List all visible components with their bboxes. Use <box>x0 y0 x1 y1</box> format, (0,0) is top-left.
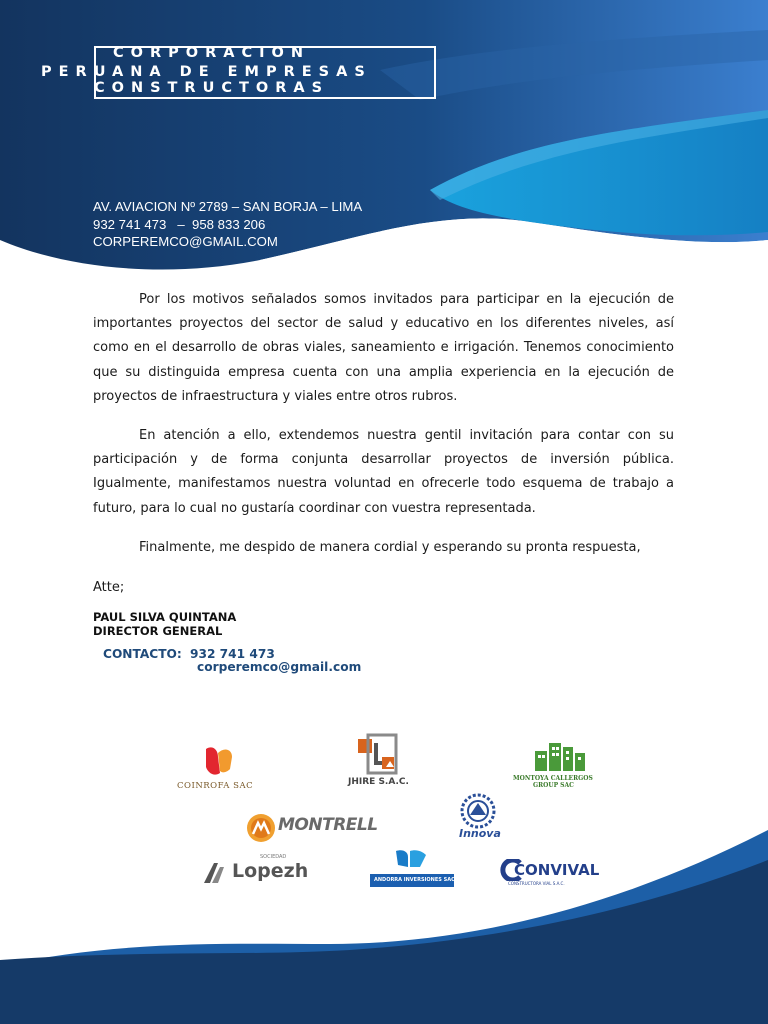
innova-caption: Innova <box>459 827 501 840</box>
lopezh-caption: Lopezh <box>232 860 309 882</box>
montrell-caption: MONTRELL <box>278 815 378 835</box>
convival-caption: CONVIVAL <box>514 861 600 879</box>
innova-logo <box>456 793 506 849</box>
montoya-caption-line2: GROUP SAC <box>533 782 574 789</box>
letter-closing: Atte; <box>93 580 125 595</box>
company-name-line-2: PERUANA DE EMPRESAS <box>41 64 372 80</box>
coinrofa-logo <box>177 743 264 798</box>
header-phones: 932 741 473 – 958 833 206 <box>93 216 266 232</box>
andorra-mark-icon <box>394 847 428 869</box>
innova-seal-icon <box>456 793 500 829</box>
letter-body <box>93 288 674 579</box>
contact-email: corperemco@gmail.com <box>197 660 362 674</box>
letter-paragraph-1: Por los motivos señalados somos invitados para participar en la ejecución de importantes proyectos del sector de salud y educativo en los diferentes niveles, así como en el desarrollo de obras viales, saneamiento e irrigación. Tenemos conocimiento que su distinguida empresa cuenta con una amplia experiencia en la ejecución de proyectos de infraestructura y viales entre otros rubros. <box>93 292 674 404</box>
signature-title: DIRECTOR GENERAL <box>93 623 223 638</box>
company-name-line-1: CORPORACION <box>113 45 310 61</box>
coinrofa-mark-icon <box>184 743 264 783</box>
partner-logos-panel <box>168 723 603 894</box>
lopezh-small-caption: SOCIEDAD <box>260 854 287 860</box>
company-name-line-3: CONSTRUCTORAS <box>94 80 330 96</box>
jhire-mark-icon <box>346 733 410 777</box>
jhire-caption: JHIRE S.A.C. <box>348 777 409 787</box>
montoya-logo <box>511 739 601 794</box>
letter-paragraph-2: En atención a ello, extendemos nuestra gentil invitación para contar con su participación y de forma conjunta desarrollar proyectos de inversión pública. Igualmente, manifestamos nuestra voluntad en ofrecerle todo esquema de trabajo a futuro, para lo cual no gustaría coordinar con vuestra representada. <box>93 428 674 516</box>
convival-logo <box>500 859 600 891</box>
header-contact-info <box>93 198 362 251</box>
montoya-caption-line1: MONTOYA CALLERGOS <box>513 775 593 782</box>
lopezh-logo <box>202 854 322 887</box>
contact-phone: 932 741 473 <box>190 647 275 661</box>
signature-block <box>93 611 236 638</box>
letter-paragraph-3: Finalmente, me despido de manera cordial y esperando su pronta respuesta, <box>139 539 641 555</box>
montrell-logo <box>246 811 378 845</box>
signature-name: PAUL SILVA QUINTANA <box>93 610 237 624</box>
contact-label: CONTACTO: <box>103 647 182 661</box>
coinrofa-caption: COINROFA SAC <box>177 781 254 791</box>
andorra-caption: ANDORRA INVERSIONES SAC <box>374 877 455 883</box>
header-email: CORPEREMCO@GMAIL.COM <box>93 234 278 249</box>
lopezh-mark-icon <box>202 861 228 885</box>
andorra-logo <box>370 847 454 889</box>
header-address: AV. AVIACION Nº 2789 – SAN BORJA – LIMA <box>93 199 363 214</box>
buildings-icon <box>531 739 591 773</box>
jhire-logo <box>346 733 416 793</box>
convival-small-caption: CONSTRUCTORA VIAL S.A.C. <box>508 881 565 886</box>
montrell-mark-icon <box>246 813 276 843</box>
